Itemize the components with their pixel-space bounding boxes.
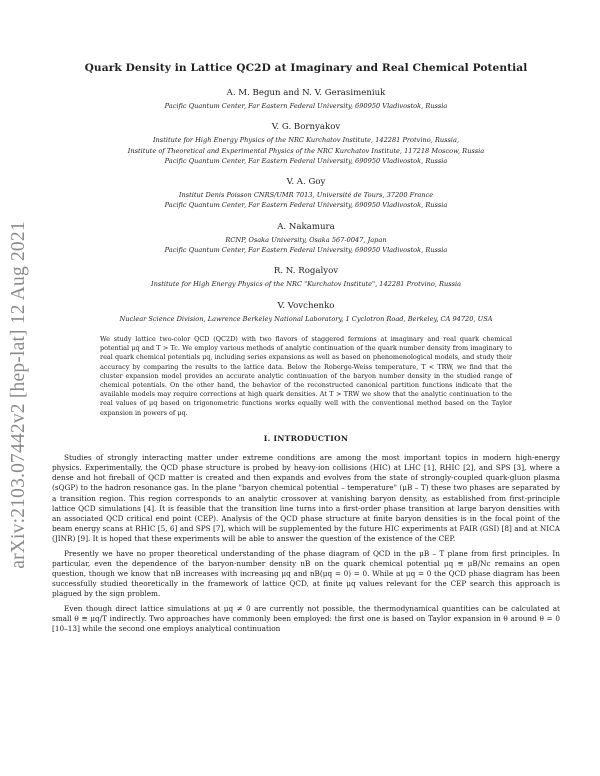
author-names: A. Nakamura bbox=[277, 221, 335, 232]
author-affiliation: Pacific Quantum Center, Far Eastern Federal University, 690950 Vladivostok, Russia bbox=[164, 201, 448, 210]
section-heading: I. INTRODUCTION bbox=[263, 433, 349, 443]
author-block bbox=[52, 301, 560, 324]
author-names: V. G. Bornyakov bbox=[271, 122, 341, 133]
author-names: V. A. Goy bbox=[286, 177, 326, 188]
author-affiliation: Institute for High Energy Physics of the NRC "Kurchatov Institute", 142281 Protvino, Russia bbox=[150, 280, 462, 289]
author-names: A. M. Begun and N. V. Gerasimeniuk bbox=[226, 88, 386, 98]
author-affiliation: Pacific Quantum Center, Far Eastern Federal University, 690950 Vladivostok, Russia bbox=[164, 246, 448, 255]
author-names: R. N. Rogalyov bbox=[273, 266, 339, 277]
author-names: V. Vovchenko bbox=[277, 300, 335, 311]
arxiv-stamp-text: arXiv:2103.07442v2 [hep-lat] 12 Aug 2021 bbox=[8, 221, 30, 569]
author-block bbox=[52, 122, 560, 166]
paper-title: Quark Density in Lattice QC2D at Imaginary and Real Chemical Potential bbox=[84, 62, 528, 74]
body-paragraph: Even though direct lattice simulations at μq ≠ 0 are currently not possible, the thermodynamical quantities can be calculated at small θ ≡ μq/T indirectly. Two approaches have commonly been employed: the first one is based on Taylor expansion in θ around θ = 0 [10–13] while the second one employs analytical continuation bbox=[52, 603, 560, 634]
author-affiliation: Pacific Quantum Center, Far Eastern Federal University, 690950 Vladivostok, Russia bbox=[164, 102, 448, 110]
body-text bbox=[52, 453, 560, 634]
author-block bbox=[52, 177, 560, 211]
paper-page bbox=[52, 62, 560, 638]
abstract: We study lattice two-color QCD (QC2D) with two flavors of staggered fermions at imaginary and real quark chemical potential μq and T > Tc. We employ various methods of analytic continuation of the quark number density from imaginary to real quark chemical potentials μq, including series expansions as well as based on phenomenological models, and study their accuracy by comparing the results to the lattice data. Below the Roberge-Weiss temperature, T < TRW, we find that the cluster expansion model provides an accurate analytic continuation of the baryon number density in the studied range of chemical potentials. On the other hand, the behavior of the reconstructed canonical partition functions indicate that the available models may require corrections at high quark densities. At T > TRW we show that the analytic continuation to the real values of μq based on trigonometric functions works equally well with the conventional method based on the Taylor expansion in powers of μq. bbox=[100, 334, 512, 417]
author-list bbox=[52, 88, 560, 324]
author-block bbox=[52, 88, 560, 111]
author-affiliation: Nuclear Science Division, Lawrence Berkeley National Laboratory, 1 Cyclotron Road, Berkeley, CA 94720, USA bbox=[119, 314, 493, 323]
arxiv-stamp bbox=[6, 205, 32, 585]
author-block bbox=[52, 222, 560, 256]
author-affiliation: Institut Denis Poisson CNRS/UMR 7013, Université de Tours, 37200 France bbox=[178, 191, 434, 200]
author-affiliation: Pacific Quantum Center, Far Eastern Federal University, 690950 Vladivostok, Russia bbox=[164, 156, 448, 165]
body-paragraph: Presently we have no proper theoretical understanding of the phase diagram of QCD in the μB – T plane from first principles. In particular, even the dependence of the baryon-number density nB on the quark chemical potential μq ≡ μB/Nc remains an open question, though we know that nB increases with increasing μq and nB(μq = 0) = 0. While at μq = 0 the QCD phase diagram has been successfully studied theoretically in the framework of lattice QCD, at finite μq values relevant for the CEP search this approach is plagued by the sign problem. bbox=[52, 548, 560, 599]
author-affiliation: RCNP, Osaka University, Osaka 567-0047, Japan bbox=[225, 235, 387, 244]
author-affiliation: Institute of Theoretical and Experimental Physics of the NRC Kurchatov Institute, 117218 Moscow, Russia bbox=[127, 146, 485, 155]
author-block bbox=[52, 266, 560, 289]
author-affiliation: Institute for High Energy Physics of the NRC Kurchatov Institute, 142281 Protvino, Russia, bbox=[152, 136, 460, 145]
body-paragraph: Studies of strongly interacting matter under extreme conditions are among the most important topics in modern high-energy physics. Experimentally, the QCD phase structure is probed by heavy-ion collisions (HIC) at LHC [1], RHIC [2], and SPS [3], where a dense and hot fireball of QCD matter is created and then expands and evolves from the state of strongly-coupled quark-gluon plasma (sQGP) to the hadron resonance gas. In the plane "baryon chemical potential – temperature" (μB – T) these two phases are separated by a transition region. This region corresponds to an analytic crossover at vanishing baryon density, as established from first-principle lattice QCD simulations [4]. It is feasible that the transition line turns into a first-order phase transition at large baryon densities with an associated QCD critical end point (CEP). Analysis of the QCD phase structure at finite baryon densities is in the focal point of the beam energy scans at RHIC [5, 6] and SPS [7], which will be supplemented by the future HIC experiments at FAIR (GSI) [8] and at NICA (JINR) [9]. It is hoped that these experiments will be able to answer the question of the existence of the CEP. bbox=[52, 452, 560, 544]
